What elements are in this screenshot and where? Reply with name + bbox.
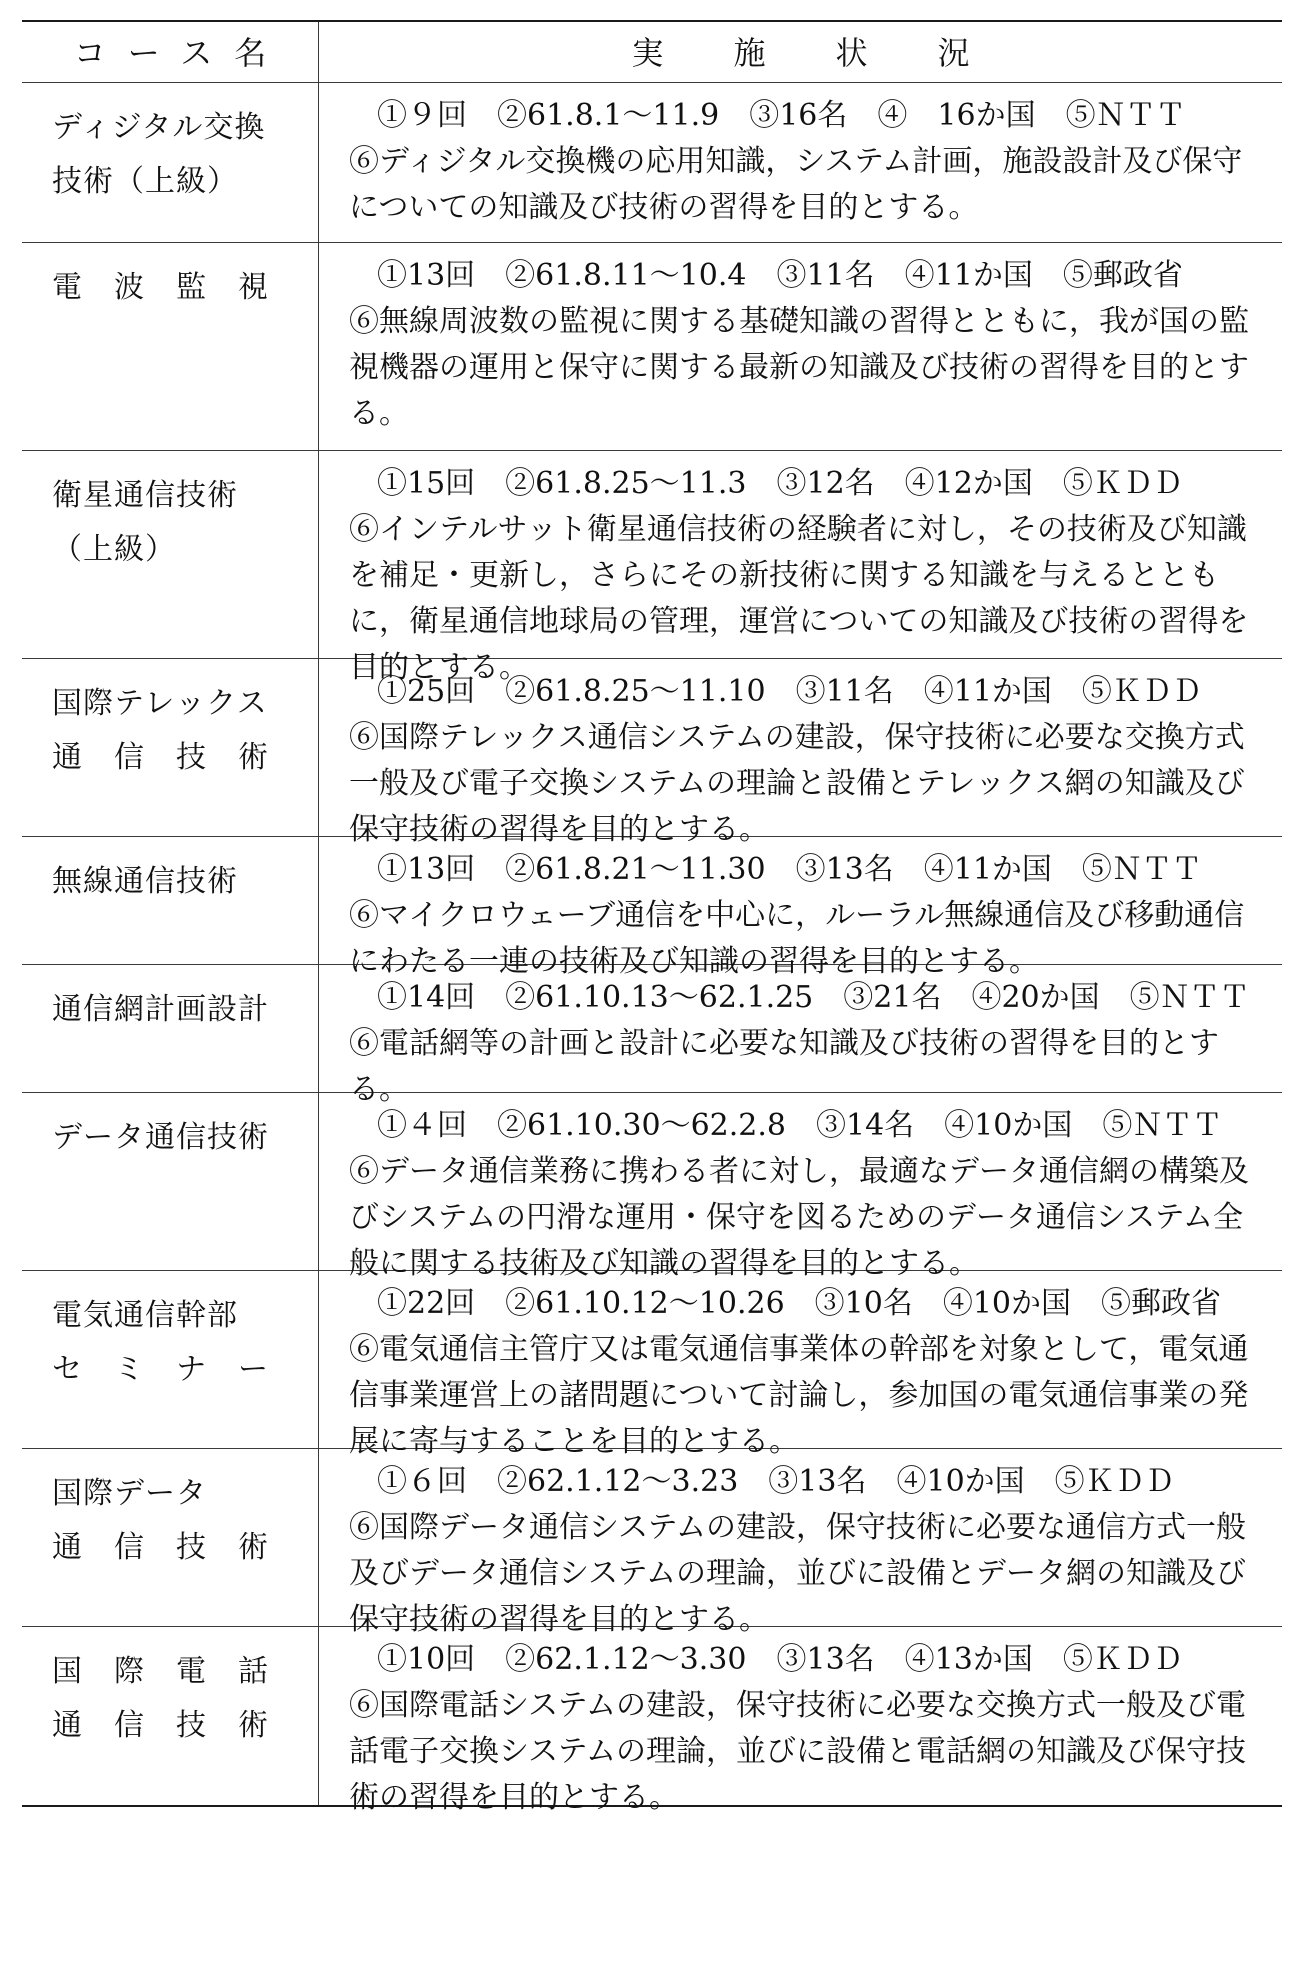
course-name-cell: 無線通信技術 — [22, 837, 319, 964]
table-row — [22, 1449, 1282, 1637]
status-cell — [319, 659, 1282, 847]
course-name-cell: 国際データ 通 信 技 術 — [22, 1449, 319, 1626]
course-name-cell: 通信網計画設計 — [22, 965, 319, 1092]
status-items: ①15回 ②61.8.25～11.3 ③12名 ④12か国 ⑤ＫＤＤ — [377, 466, 1183, 501]
course-name-cell: 電 波 監 視 — [22, 243, 319, 450]
status-cell — [319, 1271, 1282, 1459]
course-name-cell: 国 際 電 話 通 信 技 術 — [22, 1627, 319, 1805]
course-table — [22, 20, 1282, 1815]
course-name-cell: 電気通信幹部 セ ミ ナ ー — [22, 1271, 319, 1448]
status-cell — [319, 837, 1282, 979]
status-description: ⑥電話網等の計画と設計に必要な知識及び技術の習得を目的とする。 — [349, 1026, 1219, 1107]
table-row — [22, 659, 1282, 847]
status-items: ①14回 ②61.10.13～62.1.25 ③21名 ④20か国 ⑤ＮＴＴ — [377, 980, 1250, 1015]
status-cell — [319, 451, 1282, 685]
status-items: ①６回 ②62.1.12～3.23 ③13名 ④10か国 ⑤ＫＤＤ — [377, 1464, 1175, 1499]
status-description: ⑥電気通信主管庁又は電気通信事業体の幹部を対象として，電気通信事業運営上の諸問題について討論し，参加国の電気通信事業の発展に寄与することを目的とする。 — [349, 1332, 1249, 1459]
status-description: ⑥データ通信業務に携わる者に対し，最適なデータ通信網の構築及びシステムの円滑な運用・保守を図るためのデータ通信システム全般に関する技術及び知識の習得を目的とする。 — [349, 1154, 1249, 1281]
course-name-cell: 衛星通信技術 （上級） — [22, 451, 319, 658]
status-cell — [319, 83, 1282, 242]
status-items: ①10回 ②62.1.12～3.30 ③13名 ④13か国 ⑤ＫＤＤ — [377, 1642, 1183, 1677]
status-items: ①22回 ②61.10.12～10.26 ③10名 ④10か国 ⑤郵政省 — [377, 1286, 1221, 1321]
table-row — [22, 451, 1282, 685]
status-description: ⑥マイクロウェーブ通信を中心に，ルーラル無線通信及び移動通信にわたる一連の技術及び知識の習得を目的とする。 — [349, 898, 1245, 979]
table-row — [22, 837, 1282, 979]
status-description: ⑥国際データ通信システムの建設，保守技術に必要な通信方式一般及びデータ通信システムの理論，並びに設備とデータ網の知識及び保守技術の習得を目的とする。 — [349, 1510, 1246, 1637]
status-description: ⑥無線周波数の監視に関する基礎知識の習得とともに，我が国の監視機器の運用と保守に関する最新の知識及び技術の習得を目的とする。 — [349, 304, 1249, 431]
status-cell — [319, 965, 1282, 1107]
status-description: ⑥国際電話システムの建設，保守技術に必要な交換方式一般及び電話電子交換システムの理論，並びに設備と電話網の知識及び保守技術の習得を目的とする。 — [349, 1688, 1246, 1815]
status-items: ①４回 ②61.10.30～62.2.8 ③14名 ④10か国 ⑤ＮＴＴ — [377, 1108, 1223, 1143]
status-description: ⑥インテルサット衛星通信技術の経験者に対し，その技術及び知識を補足・更新し，さらにその新技術に関する知識を与えるとともに，衛星通信地球局の管理，運営についての知識及び技術の習得を目的とする。 — [349, 512, 1249, 685]
course-name-cell: 国際テレックス 通 信 技 術 — [22, 659, 319, 836]
status-description: ⑥国際テレックス通信システムの建設，保守技術に必要な交換方式一般及び電子交換システムの理論と設備とテレックス網の知識及び保守技術の習得を目的とする。 — [349, 720, 1245, 847]
status-items: ①25回 ②61.8.25～11.10 ③11名 ④11か国 ⑤ＫＤＤ — [377, 674, 1202, 709]
table-header — [22, 22, 1282, 83]
table-row — [22, 243, 1282, 451]
course-name-cell: データ通信技術 — [22, 1093, 319, 1270]
status-cell — [319, 1093, 1282, 1281]
table-row — [22, 83, 1282, 243]
status-cell — [319, 1627, 1282, 1815]
status-cell — [319, 1449, 1282, 1637]
table-row — [22, 965, 1282, 1107]
status-items: ①13回 ②61.8.21～11.30 ③13名 ④11か国 ⑤ＮＴＴ — [377, 852, 1202, 887]
header-status: 実施状況 — [631, 34, 1040, 72]
header-course-name: コース名 — [22, 22, 319, 82]
table-row — [22, 1627, 1282, 1815]
course-name-cell: ディジタル交換 技術（上級） — [22, 83, 319, 242]
table-row — [22, 1093, 1282, 1281]
status-items: ①13回 ②61.8.11～10.4 ③11名 ④11か国 ⑤郵政省 — [377, 258, 1183, 293]
table-row — [22, 1271, 1282, 1459]
status-cell — [319, 243, 1282, 450]
status-items: ①９回 ②61.8.1～11.9 ③16名 ④ 16か国 ⑤ＮＴＴ — [377, 98, 1186, 133]
status-description: ⑥ディジタル交換機の応用知識，システム計画，施設設計及び保守についての知識及び技術の習得を目的とする。 — [349, 144, 1243, 225]
